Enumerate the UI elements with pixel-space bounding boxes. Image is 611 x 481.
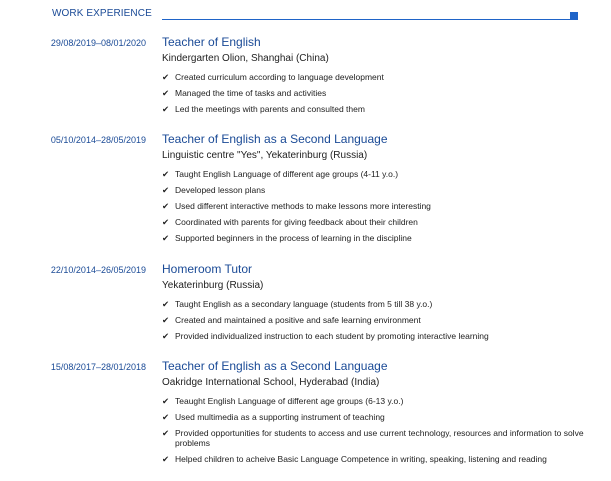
header-divider: [162, 19, 571, 20]
responsibilities-list: [162, 72, 592, 114]
check-icon: ✔: [162, 396, 170, 406]
responsibilities-list: [162, 299, 592, 341]
organization: Linguistic centre "Yes", Yekaterinburg (Russia): [162, 150, 368, 161]
organization: Kindergarten Olion, Shanghai (China): [162, 53, 329, 64]
job-title: Homeroom Tutor: [162, 262, 253, 276]
responsibility-item: ✔ Created and maintained a positive and safe learning environment: [162, 315, 421, 325]
entry-content: [162, 359, 592, 470]
check-icon: ✔: [162, 454, 170, 464]
check-icon: ✔: [162, 299, 170, 309]
responsibility-item: ✔ Managed the time of tasks and activities: [162, 88, 327, 98]
header-square-marker: [570, 12, 578, 20]
check-icon: ✔: [162, 217, 170, 227]
check-icon: ✔: [162, 72, 170, 82]
check-icon: ✔: [162, 88, 170, 98]
section-title: WORK EXPERIENCE: [52, 8, 152, 19]
responsibility-item: ✔ Coordinated with parents for giving feedback about their children: [162, 217, 418, 227]
check-icon: ✔: [162, 201, 170, 211]
entry-date: 05/10/2014–28/05/2019: [50, 135, 146, 145]
responsibility-item: ✔ Used different interactive methods to make lessons more interesting: [162, 201, 431, 211]
entry-date: 15/08/2017–28/01/2018: [50, 362, 146, 372]
responsibility-item: ✔ Helped children to acheive Basic Language Competence in writing, speaking, listening and reading: [162, 454, 547, 464]
responsibility-item: ✔ Taught English Language of different age groups (4-11 y.o.): [162, 169, 399, 179]
job-title: Teacher of English as a Second Language: [162, 359, 388, 373]
check-icon: ✔: [162, 412, 170, 422]
section-header: [0, 0, 611, 26]
responsibility-item: ✔ Developed lesson plans: [162, 185, 266, 195]
entry-content: [162, 35, 592, 120]
entry-content: [162, 132, 592, 249]
check-icon: ✔: [162, 428, 170, 438]
check-icon: ✔: [162, 315, 170, 325]
responsibility-item: ✔ Teaught English Language of different age groups (6-13 y.o.): [162, 396, 404, 406]
responsibility-item: ✔ Used multimedia as a supporting instrument of teaching: [162, 412, 385, 422]
check-icon: ✔: [162, 331, 170, 341]
responsibility-item: ✔ Led the meetings with parents and consulted them: [162, 104, 365, 114]
entry-date: 22/10/2014–26/05/2019: [50, 265, 146, 275]
check-icon: ✔: [162, 233, 170, 243]
responsibilities-list: [162, 396, 592, 464]
job-title: Teacher of English as a Second Language: [162, 132, 388, 146]
organization: Yekaterinburg (Russia): [162, 280, 264, 291]
responsibility-item: ✔ Taught English as a secondary language (students from 5 till 38 y.o.): [162, 299, 433, 309]
entry-date: 29/08/2019–08/01/2020: [50, 38, 146, 48]
responsibility-item: ✔ Created curriculum according to language development: [162, 72, 384, 82]
responsibility-item: ✔ Supported beginners in the process of learning in the discipline: [162, 233, 412, 243]
check-icon: ✔: [162, 185, 170, 195]
check-icon: ✔: [162, 104, 170, 114]
job-title: Teacher of English: [162, 35, 261, 49]
organization: Oakridge International School, Hyderabad (India): [162, 377, 380, 388]
check-icon: ✔: [162, 169, 170, 179]
responsibility-item: ✔ Provided individualized instruction to each student by promoting interactive learning: [162, 331, 489, 341]
responsibility-item: ✔ Provided opportunities for students to access and use current technology, resources and information to solve problems: [162, 428, 584, 448]
responsibilities-list: [162, 169, 592, 243]
entry-content: [162, 262, 592, 347]
